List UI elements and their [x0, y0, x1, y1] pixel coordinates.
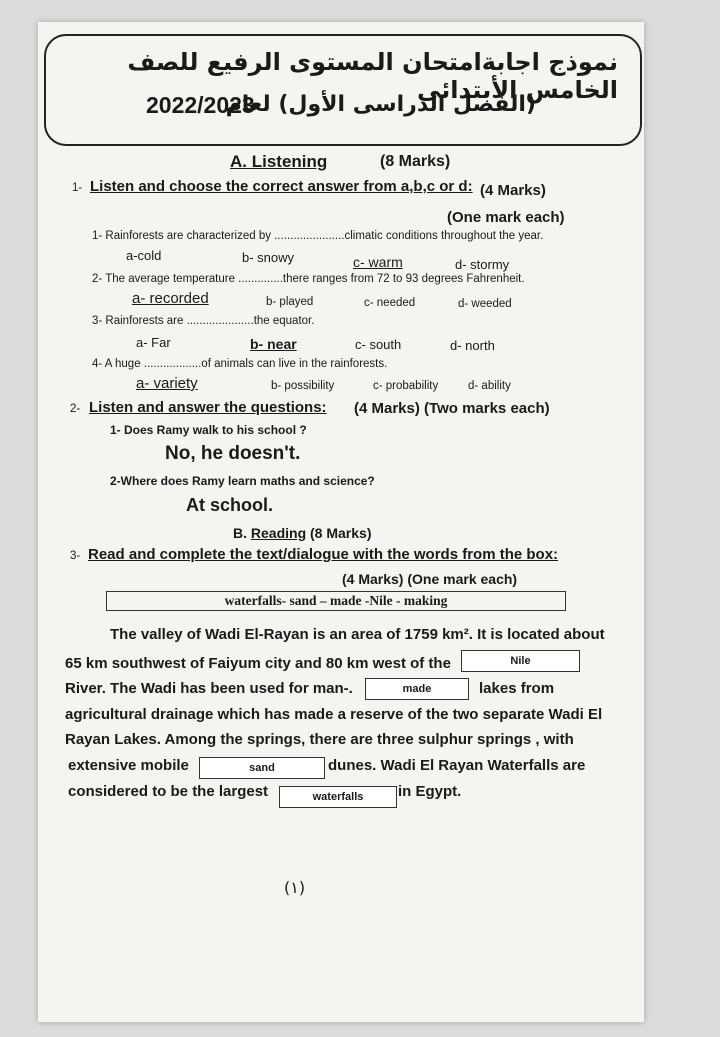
listening-heading: A. Listening	[230, 152, 328, 171]
q1-number: 1-	[72, 182, 83, 194]
q1-item-2-option-c: c- needed	[364, 297, 416, 309]
passage-line-7-end: in Egypt.	[398, 783, 462, 800]
q2-instruction: Listen and answer the questions:	[89, 399, 327, 416]
q1-item-4-option-d: d- ability	[468, 380, 511, 392]
blank-waterfalls[interactable]: waterfalls	[279, 786, 397, 808]
exam-paper	[38, 22, 644, 1022]
q2-answer-1: No, he doesn't.	[165, 443, 301, 464]
q2-question-1: 1- Does Ramy walk to his school ?	[110, 423, 307, 437]
q1-instruction: Listen and choose the correct answer from a,b,c or d:	[90, 178, 473, 195]
passage-line-3-end: lakes from	[479, 680, 555, 697]
q1-item-3-option-d: d- north	[450, 338, 495, 353]
q1-item-2-option-b: b- played	[266, 296, 314, 308]
q3-marks: (4 Marks) (One mark each)	[342, 571, 518, 587]
q2-answer-2: At school.	[186, 495, 274, 515]
passage-line-4: agricultural drainage which has made a reserve of the two separate Wadi El	[65, 706, 603, 723]
page-number: (١)	[284, 878, 306, 897]
q2-number: 2-	[70, 403, 81, 415]
q1-item-2-option-a-answer: a- recorded	[132, 290, 209, 307]
reading-heading: B. Reading (8 Marks)	[233, 525, 372, 541]
listening-marks: (8 Marks)	[380, 153, 451, 170]
arabic-title: نموذج اجابةامتحان المستوى الرفيع للصف الخامس الأبتدائى	[127, 48, 618, 104]
q1-item-1-option-a: a-cold	[126, 248, 162, 263]
q1-item-4-option-c: c- probability	[373, 380, 439, 392]
passage-line-1: The valley of Wadi El-Rayan is an area of 1759 km². It is located about	[110, 626, 605, 643]
header-box	[44, 34, 642, 146]
passage-line-6: extensive mobile	[68, 757, 189, 774]
q1-item-1-option-d: d- stormy	[455, 257, 510, 272]
q1-each: (One mark each)	[447, 209, 565, 226]
q1-marks: (4 Marks)	[480, 182, 546, 199]
q1-item-3-option-b-answer: b- near	[250, 336, 297, 352]
blank-sand[interactable]: sand	[199, 757, 325, 779]
arabic-subtitle: (الفصل الدراسى الأول) لعام	[225, 92, 536, 117]
q1-item-4: 4- A huge ..................of animals can live in the rainforests.	[92, 358, 388, 370]
q1-item-1-option-c-answer: c- warm	[353, 254, 403, 270]
q1-item-2: 2- The average temperature ..............there ranges from 72 to 93 degrees Fahrenheit.	[92, 273, 525, 285]
passage-line-2: 65 km southwest of Faiyum city and 80 km west of the	[65, 655, 451, 672]
blank-nile[interactable]: Nile	[461, 650, 580, 672]
q1-item-4-option-b: b- possibility	[271, 380, 335, 392]
q3-instruction: Read and complete the text/dialogue with the words from the box:	[88, 546, 559, 563]
blank-made[interactable]: made	[365, 678, 469, 700]
q1-item-1-option-b: b- snowy	[242, 250, 295, 265]
q3-number: 3-	[70, 550, 81, 562]
q1-item-3: 3- Rainforests are .....................the equator.	[92, 315, 315, 327]
q1-item-1: 1- Rainforests are characterized by ......................climatic conditions throughout the year.	[92, 230, 544, 242]
passage-line-5: Rayan Lakes. Among the springs, there are three sulphur springs , with	[65, 731, 574, 748]
exam-year: 2022/2023	[146, 92, 255, 118]
q2-question-2: 2-Where does Ramy learn maths and science?	[110, 474, 375, 488]
passage-line-3: River. The Wadi has been used for man-.	[65, 680, 353, 697]
passage-line-6-end: dunes. Wadi El Rayan Waterfalls are	[328, 757, 586, 774]
word-box: waterfalls- sand – made -Nile - making	[106, 591, 566, 611]
q1-item-2-option-d: d- weeded	[458, 298, 512, 310]
q1-item-3-option-a: a- Far	[136, 335, 171, 350]
q1-item-3-option-c: c- south	[355, 337, 402, 352]
q2-marks: (4 Marks) (Two marks each)	[354, 400, 550, 417]
passage-line-7: considered to be the largest	[68, 783, 269, 800]
q1-item-4-option-a-answer: a- variety	[136, 375, 198, 392]
